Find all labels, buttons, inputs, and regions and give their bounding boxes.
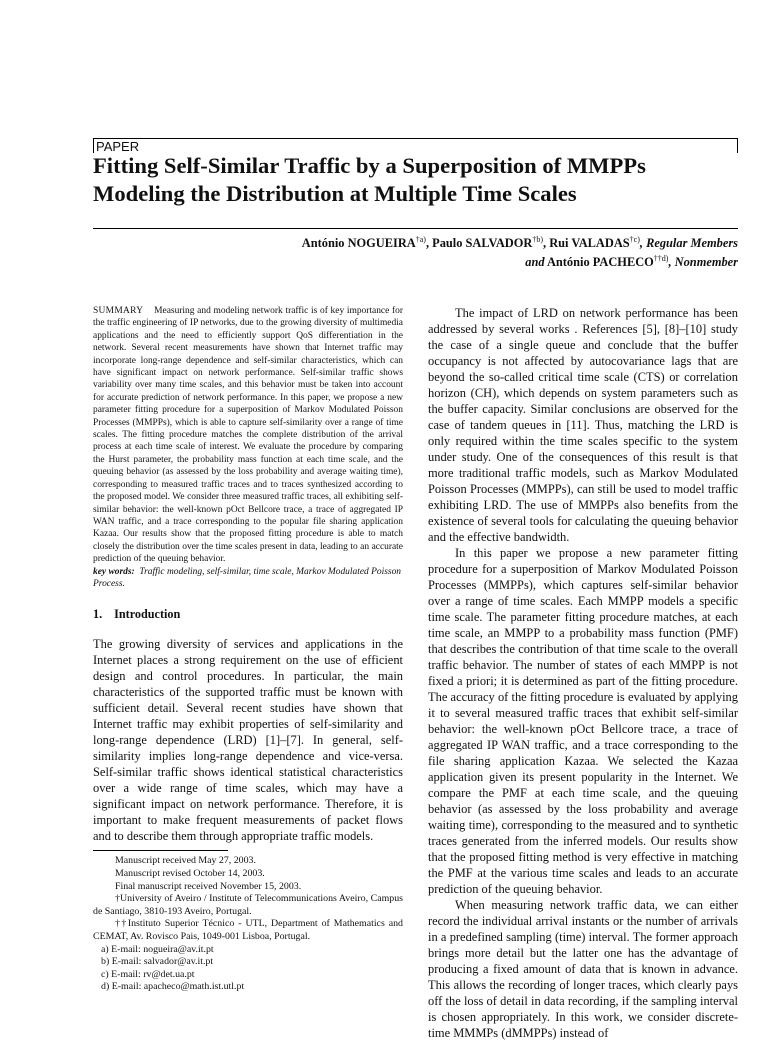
footnote-affiliation-aveiro: †University of Aveiro / Institute of Telecommunications Aveiro, Campus de Santiago, 3810-193 Aveiro, Portugal. xyxy=(93,893,403,917)
body-paragraph-lrd-impact: The impact of LRD on network performance has been addressed by several works . References [5], [8]–[10] study the case of a single queue and conclude that the buffer occupancy is not affected by autocovariance lags that are beyond the so-called critical time scale (CTS) or correlation horizon (CH), which depends on system parameters such as the buffer capacity. Similar conclusions are observed for the case of tandem queues in [11]. Thus, matching the LRD is only required within the time scales specific to the system under study. One of the consequences of this result is that more traditional traffic models, such as Markov Modulated Poisson Processes (MMPPs), can still be used to model traffic exhibiting LRD. The use of MMPPs also benefits from the existence of several tools for calculating the queuing behavior and the effective bandwidth. xyxy=(428,306,738,544)
author-valadas: , Rui VALADAS xyxy=(543,236,630,251)
footnote-email: d) E-mail: apacheco@math.ist.utl.pt xyxy=(101,981,245,993)
footnote-divider xyxy=(93,850,228,851)
title-divider xyxy=(93,228,738,229)
paper-title: Fitting Self-Similar Traffic by a Superposition of MMPPs Modeling the Distribution at Multiple Time Scales xyxy=(93,153,646,206)
paper-type-tag: PAPER xyxy=(93,138,738,153)
section-heading-introduction xyxy=(93,606,403,622)
right-column xyxy=(428,305,738,1041)
footnote-revised: Manuscript revised October 14, 2003. xyxy=(115,867,265,879)
membership-nonmember: , Nonmember xyxy=(668,255,738,270)
author-nogueira: António NOGUEIRA xyxy=(301,236,416,251)
author-mark: ††d) xyxy=(653,254,669,264)
membership-regular: , Regular Members xyxy=(639,236,738,251)
footnote-received: Manuscript received May 27, 2003. xyxy=(115,855,256,867)
abstract xyxy=(93,305,403,566)
footnotes xyxy=(93,855,403,994)
author-line-1 xyxy=(93,232,738,251)
left-column xyxy=(93,305,403,994)
abstract-label: SUMMARY xyxy=(93,306,144,316)
author-mark: †a) xyxy=(415,235,426,244)
footnote-email: a) E-mail: nogueira@av.it.pt xyxy=(101,943,214,955)
abstract-text: Measuring and modeling network traffic is of key importance for the traffic engineering of IP networks, due to the growing diversity of multimedia applications and the need to efficiently support QoS differentiation in the network. Several recent measurements have shown that Internet traffic may incorporate long-range dependence and self-similar characteristics, which can have significant impact on network performance. Self-similar traffic shows variability over many time scales, and this behavior must be taken into account for accurate prediction of network performance. In this paper, we propose a new parameter fitting procedure for a superposition of Markov Modulated Poisson Processes (MMPPs), which is able to capture self-similarity over a range of time scales. The fitting procedure matches the complete distribution of the arrival process at each time scale of interest. We evaluate the procedure by comparing the Hurst parameter, the probability mass function at each time scale, and the queuing behavior (as assessed by the loss probability and average waiting time), corresponding to measured traffic traces and to traces synthesized according to the proposed model. We consider three measured traffic traces, all exhibiting self-similar behavior: the well-known pOct Bellcore trace, a trace of aggregated IP WAN traffic, and a trace corresponding to the popular file sharing application Kazaa. Our results show that the proposed fitting procedure is able to match closely the distribution over the time scales present in data, leading to an accurate prediction of the queuing behavior. xyxy=(93,306,404,565)
section-number: 1. xyxy=(93,607,103,622)
footnote-affiliation-ist: ††Instituto Superior Técnico - UTL, Department of Mathematics and CEMAT, Av. Rovisco Pais, 1049-001 Lisboa, Portugal. xyxy=(93,918,403,942)
author-mark: †b) xyxy=(532,235,544,244)
author-block xyxy=(93,232,738,270)
keywords-text: Traffic modeling, self-similar, time scale, Markov Modulated Poisson Process. xyxy=(93,566,402,589)
body-paragraph-measurement: When measuring network traffic data, we can either record the individual arrival instants or the number of arrivals in a predefined sampling (time) interval. The former approach brings more detail but the latter one has the advantage of producing a fixed amount of data that is known in advance. This allows the recording of longer traces, which clearly pays off the loss of detail in data recording, if the sampling interval is chosen appropriately. In this work, we consider discrete-time MMMPs (dMMPPs) instead of xyxy=(428,898,738,1040)
body-paragraph-proposal: In this paper we propose a new parameter fitting procedure for a superposition of Markov Modulated Poisson Processes (MMPPs), which captures self-similar behavior over a range of time scales. Each MMPP models a specific time scale. The parameter fitting procedure matches, at each time scale, an MMPP to a probability mass function (PMF) that describes the contribution of that time scale to the overall traffic behavior. The number of states of each MMPP is not fixed a priori; it is determined as part of the fitting procedure. The accuracy of the fitting procedure is evaluated by applying it to several measured traffic traces that exhibit self-similar behavior: the well-known pOct Bellcore trace, a trace of aggregated IP WAN traffic, and a trace corresponding to the file sharing application Kazaa. We selected the Kazaa application given its present popularity in the Internet. We compare the PMF at each time scale, and the queuing behavior (as assessed by the loss probability and average waiting time), corresponding to the measured and to synthetic traces generated from the inferred models. Our results show that the proposed fitting method is very effective in matching the PMF at the various time scales and leads to an accurate prediction of the queuing behavior. xyxy=(428,546,738,896)
footnote-final: Final manuscript received November 15, 2003. xyxy=(115,880,302,892)
intro-paragraph-1: The growing diversity of services and applications in the Internet places a strong requirement on the use of efficient design and control procedures. In particular, the main characteristics of the supported traffic must be known with sufficient detail. Several recent studies have shown that Internet traffic may exhibit properties of self-similarity and long-range dependence (LRD) [1]–[7]. In general, self-similarity implies long-range dependence and vice-versa. Self-similar traffic shows identical statistical characteristics over a wide range of time scales, which may have a significant impact on network performance. Therefore, it is important to make frequent measurements of packet flows and to describe them through appropriate traffic models. xyxy=(93,637,403,844)
keywords-label: key words: xyxy=(93,566,135,577)
keywords xyxy=(93,566,403,591)
section-title: Introduction xyxy=(114,607,181,622)
author-pacheco: António PACHECO xyxy=(546,255,654,270)
footnote-email: c) E-mail: rv@det.ua.pt xyxy=(101,968,195,980)
author-conjunction: and xyxy=(525,255,545,270)
author-salvador: , Paulo SALVADOR xyxy=(425,236,533,251)
footnote-email: b) E-mail: salvador@av.it.pt xyxy=(101,956,214,968)
author-mark: †c) xyxy=(629,235,640,244)
author-line-2 xyxy=(93,251,738,270)
